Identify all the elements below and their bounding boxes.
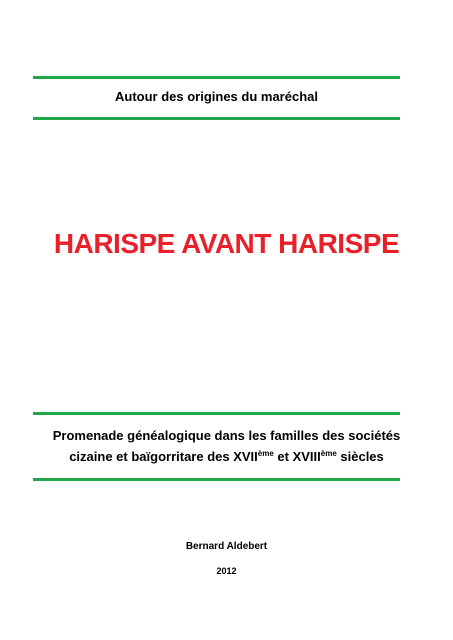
description — [20, 425, 433, 467]
description-line-1: Promenade généalogique dans les familles des sociétés — [52, 428, 401, 443]
description-line-2-part-1: cizaine et baïgorritare des XVII — [69, 449, 258, 464]
subtitle: Autour des origines du maréchal — [115, 89, 318, 104]
description-line-2-part-3: siècles — [336, 449, 384, 464]
middle-rule-lower — [33, 478, 400, 481]
document-title: HARISPE AVANT HARISPE — [53, 228, 400, 259]
middle-rule-upper — [33, 412, 400, 415]
top-rule-upper — [33, 76, 400, 79]
superscript-1: ème — [257, 449, 274, 458]
author-name: Bernard Aldebert — [185, 541, 268, 552]
top-rule-lower — [33, 117, 400, 120]
superscript-2: ème — [320, 449, 337, 458]
publication-year: 2012 — [216, 566, 237, 576]
description-line-2-part-2: et XVIII — [273, 449, 321, 464]
